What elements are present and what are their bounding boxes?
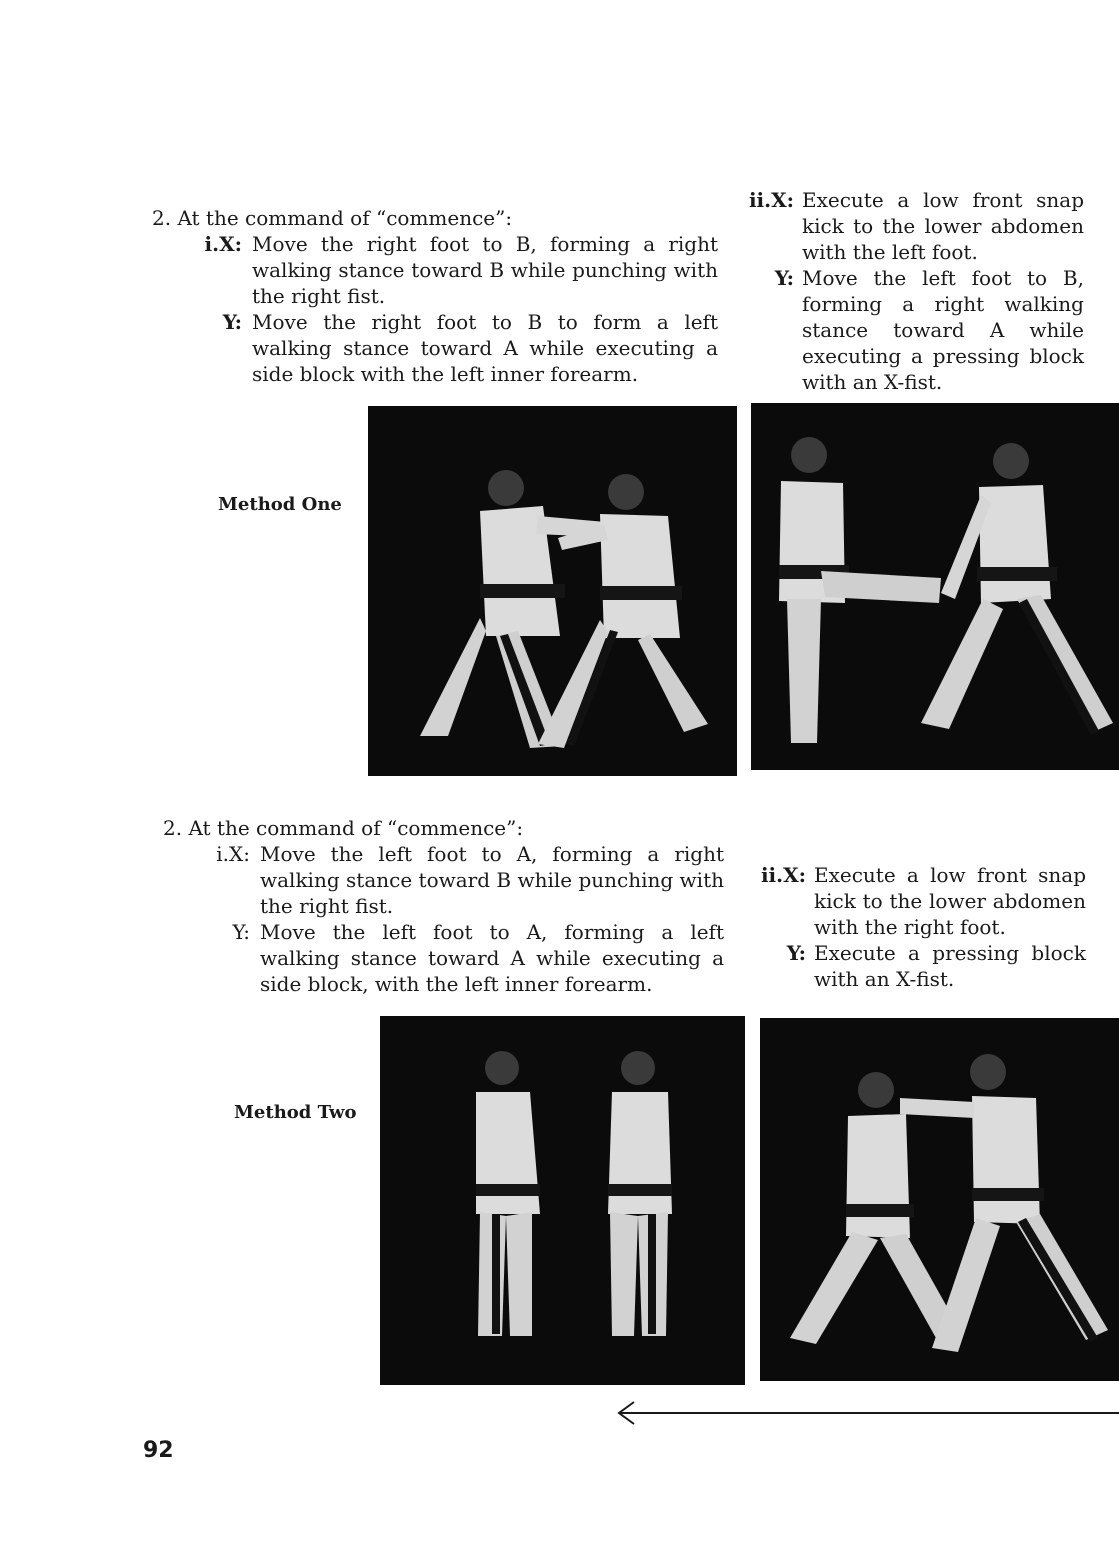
step-text: Move the left foot to B, forming a right walking stance toward A while executing a pressing block with an X-fist. (802, 266, 1084, 394)
step-tag: Y: (232, 920, 250, 944)
method-one-right-instructions (744, 187, 1084, 395)
step-text: Execute a low front snap kick to the lower abdomen with the right foot. (814, 863, 1086, 939)
step-tag: Y: (222, 310, 242, 334)
step-text: Execute a pressing block with an X-fist. (814, 941, 1086, 991)
step-tag: i.X: (204, 232, 242, 256)
step-text: Execute a low front snap kick to the lower abdomen with the left foot. (802, 188, 1084, 264)
step-tag: i.X: (216, 842, 250, 866)
method-two-step-ii-x (756, 862, 1086, 940)
method-one-kick-and-pressing-block-photo (751, 403, 1119, 770)
sparring-pair-photo-icon (380, 1016, 745, 1385)
left-arrow-icon (612, 1396, 1119, 1430)
sparring-pair-photo-icon (751, 403, 1119, 770)
method-one-step-ii-x (744, 187, 1084, 265)
step-text: Move the left foot to A, forming a left walking stance toward A while executing a side block, with the left inner forearm. (260, 920, 724, 996)
sparring-pair-photo-icon (760, 1018, 1119, 1381)
method-two-step-i-x (163, 841, 724, 919)
method-two-heading: 2. At the command of “commence”: (163, 816, 524, 840)
step-text: Move the left foot to A, forming a right walking stance toward B while punching with the right fist. (260, 842, 724, 918)
method-two-ready-stance-photo (380, 1016, 745, 1385)
method-two-kick-and-pressing-block-photo (760, 1018, 1119, 1381)
page-number: 92 (143, 1438, 174, 1463)
method-two-step-ii-y (756, 940, 1086, 992)
step-text: Move the right foot to B to form a left walking stance toward A while executing a side block with the left inner forearm. (252, 310, 718, 386)
step-tag: Y: (786, 941, 806, 965)
method-two-step-i-y (163, 919, 724, 997)
method-one-heading: 2. At the command of “commence”: (152, 206, 513, 230)
step-tag: ii.X: (760, 863, 806, 887)
method-one-punch-and-side-block-photo (368, 406, 737, 776)
method-two-right-instructions (756, 862, 1086, 992)
step-tag: ii.X: (748, 188, 794, 212)
sparring-pair-photo-icon (368, 406, 737, 776)
step-text: Move the right foot to B, forming a right walking stance toward B while punching with the right fist. (252, 232, 718, 308)
method-one-left-instructions (152, 205, 718, 387)
method-one-label: Method One (218, 494, 342, 515)
method-one-step-i-x (152, 231, 718, 309)
method-two-left-instructions (163, 815, 724, 997)
step-tag: Y: (774, 266, 794, 290)
method-one-step-ii-y (744, 265, 1084, 395)
method-two-label: Method Two (234, 1102, 357, 1123)
method-one-step-i-y (152, 309, 718, 387)
